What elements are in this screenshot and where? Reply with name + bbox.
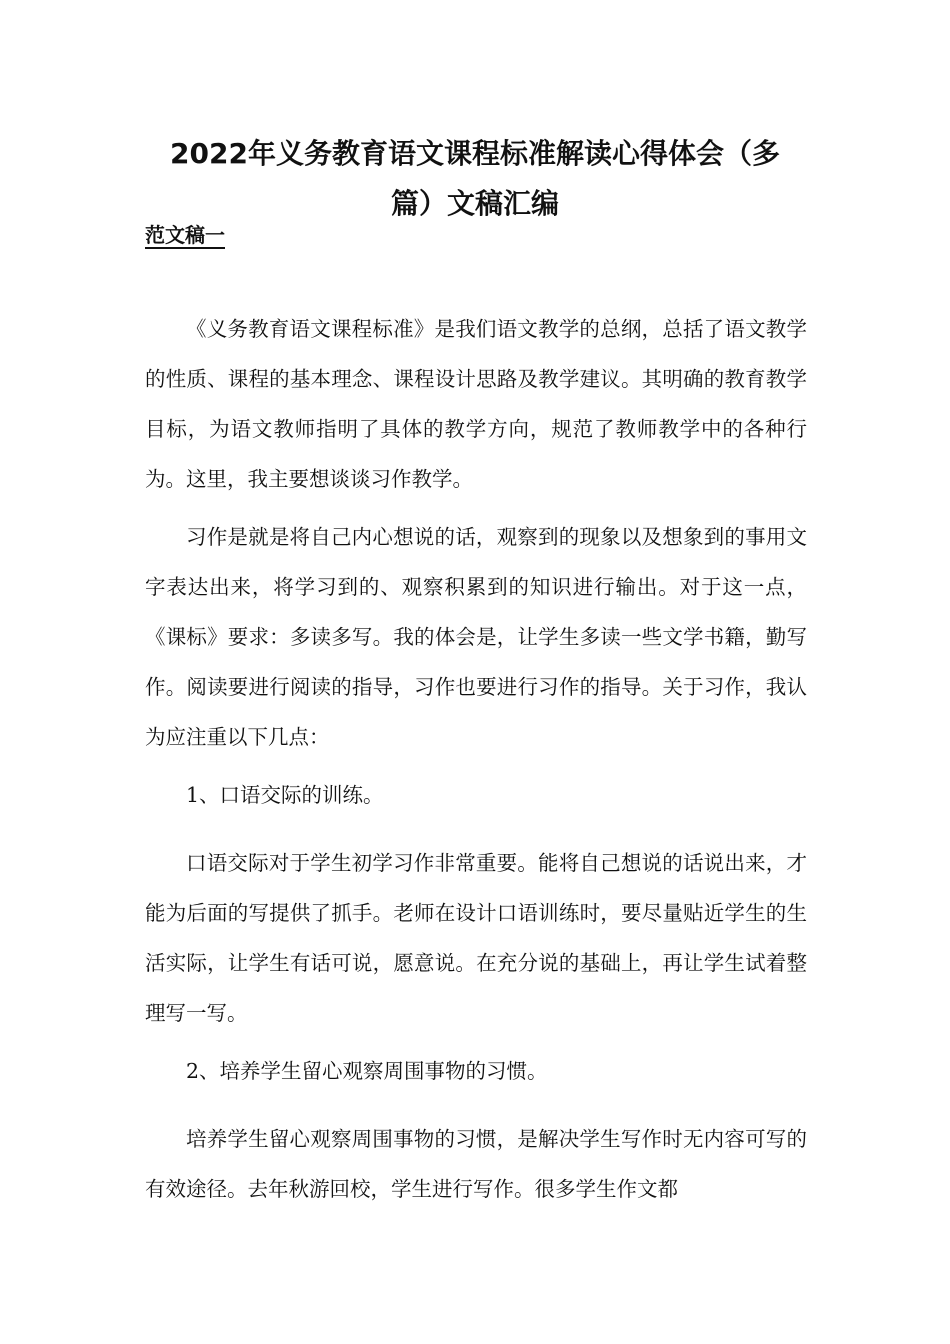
point-1-heading: 1、口语交际的训练。	[186, 783, 384, 807]
paragraph-intro: 《义务教育语文课程标准》是我们语文教学的总纲，总括了语文教学的性质、课程的基本理念、课程设计思路及教学建议。其明确的教育教学目标，为语文教师指明了具体的教学方向，规范了教师教学中的各种行为。这里，我主要想谈谈习作教学。	[145, 317, 807, 491]
paragraph-writing-definition: 习作是就是将自己内心想说的话，观察到的现象以及想象到的事用文字表达出来，将学习到的、观察积累到的知识进行输出。对于这一点，《课标》要求：多读多写。我的体会是，让学生多读一些文学书籍，勤写作。阅读要进行阅读的指导，习作也要进行习作的指导。关于习作，我认为应注重以下几点：	[145, 525, 807, 749]
point-2-heading: 2、培养学生留心观察周围事物的习惯。	[186, 1059, 548, 1083]
section-heading: 范文稿一	[145, 223, 225, 247]
document-title-line-2: 篇）文稿汇编	[390, 187, 559, 220]
document-title-line-1: 2022年义务教育语文课程标准解读心得体会（多	[170, 137, 780, 170]
paragraph-oral-communication: 口语交际对于学生初学习作非常重要。能将自己想说的话说出来，才能为后面的写提供了抓手。老师在设计口语训练时，要尽量贴近学生的生活实际，让学生有话可说，愿意说。在充分说的基础上，再让学生试着整理写一写。	[145, 851, 807, 1025]
paragraph-observation-habit: 培养学生留心观察周围事物的习惯，是解决学生写作时无内容可写的有效途径。去年秋游回校，学生进行写作。很多学生作文都	[145, 1127, 807, 1201]
